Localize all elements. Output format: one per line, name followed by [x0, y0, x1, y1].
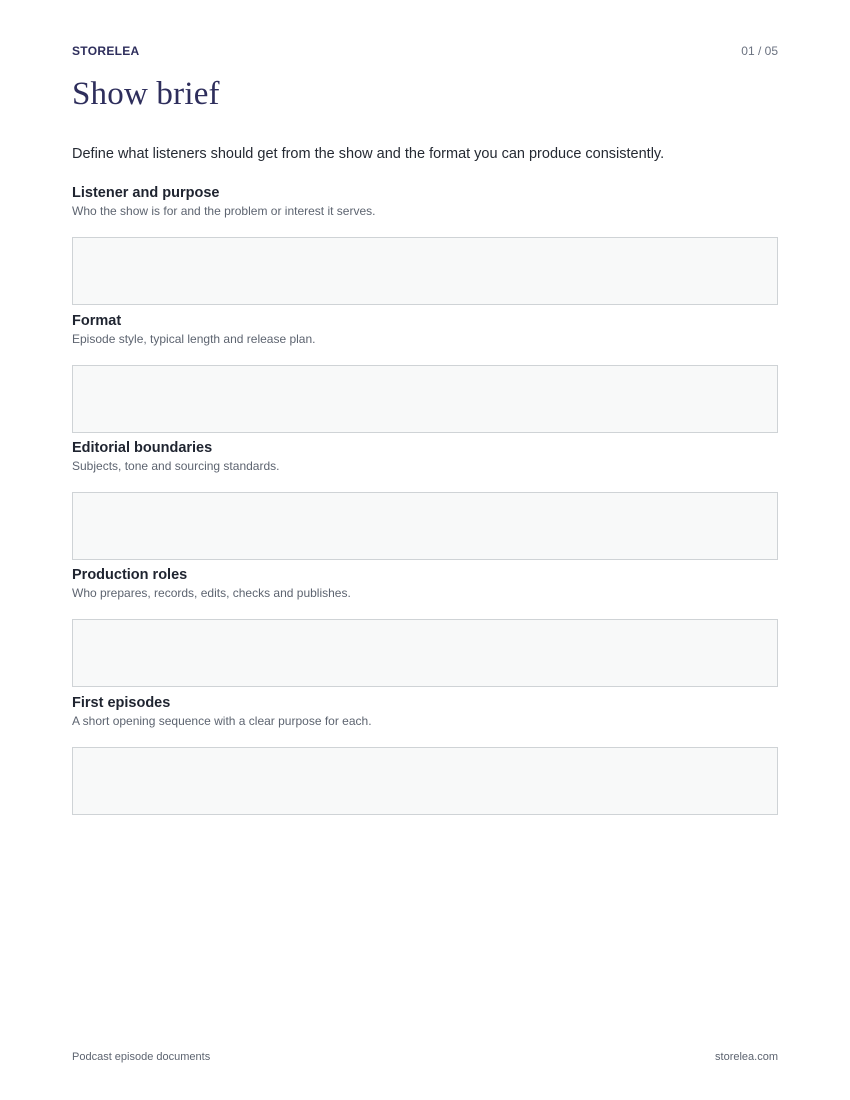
section-label: Format — [72, 313, 122, 329]
section-label: Editorial boundaries — [72, 440, 213, 456]
section-label: Production roles — [72, 567, 188, 583]
footer-website: storelea.com — [715, 1051, 778, 1063]
first-episodes-field[interactable] — [72, 747, 778, 815]
editorial-boundaries-field[interactable] — [72, 492, 778, 560]
section-help: Episode style, typical length and release plan. — [72, 332, 316, 346]
section-editorial-boundaries — [72, 440, 778, 473]
section-label: Listener and purpose — [72, 185, 220, 201]
section-help: Who the show is for and the problem or interest it serves. — [72, 204, 376, 218]
brand-name: STORELEA — [72, 44, 140, 58]
production-roles-field[interactable] — [72, 619, 778, 687]
section-help: Who prepares, records, edits, checks and publishes. — [72, 586, 351, 600]
section-listener-purpose — [72, 185, 778, 218]
intro-text: Define what listeners should get from the show and the format you can produce consistently. — [72, 146, 665, 162]
listener-purpose-field[interactable] — [72, 237, 778, 305]
page-title: Show brief — [72, 76, 220, 112]
page-indicator: 01 / 05 — [741, 44, 778, 58]
section-production-roles — [72, 567, 778, 600]
footer-document-type: Podcast episode documents — [72, 1051, 211, 1063]
format-field[interactable] — [72, 365, 778, 433]
section-label: First episodes — [72, 695, 171, 711]
section-format — [72, 313, 778, 346]
section-help: Subjects, tone and sourcing standards. — [72, 459, 280, 473]
section-help: A short opening sequence with a clear purpose for each. — [72, 714, 372, 728]
section-first-episodes — [72, 695, 778, 728]
